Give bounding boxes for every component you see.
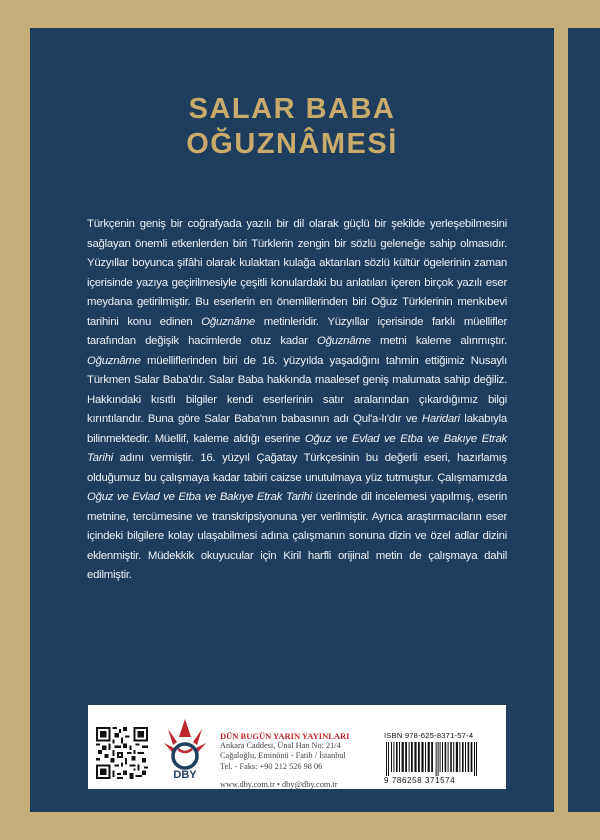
- barcode-bar: [440, 742, 441, 772]
- barcode-bar: [445, 742, 447, 772]
- barcode-bar: [453, 742, 454, 772]
- barcode-bar: [399, 742, 400, 772]
- barcode-bar: [393, 742, 394, 772]
- back-cover-panel: [30, 28, 554, 812]
- book-title: [30, 92, 554, 162]
- barcode-bar: [474, 742, 475, 776]
- barcode-bar: [459, 742, 460, 772]
- barcode-bar: [402, 742, 404, 772]
- barcode-bar: [456, 742, 458, 772]
- barcode-bar: [442, 742, 443, 772]
- isbn-block: [384, 731, 500, 785]
- blurb-text-run: adını vermiştir. 16. yüzyıl Çağatay Türkçesinin bu değerli eseri, hazırlamış olduğumuz bu çalışmaya kadar tabiri caizse unutulmaya yüz tutmuştur. Çalışmamızda: [87, 452, 507, 484]
- book-title-line2: OĞUZNÂMESİ: [186, 128, 398, 160]
- blurb-italic-term: Oğuz ve Evlad ve Etba ve Bakıye Etrak Tarihi: [87, 432, 507, 464]
- logo-text: DBY: [173, 769, 197, 781]
- barcode-bar: [438, 742, 439, 776]
- blurb-text-run: metinleridir. Yüzyıllar içerisinde farklı müellifler tarafından değişik hacimlerde otuz kadar: [87, 315, 507, 347]
- blurb-text-run: Türkçenin geniş bir coğrafyada yazılı bir dil olarak güçlü bir şekilde yerleşebilmesini sağlayan önemli etkenlerden biri Türklerin zengin bir sözlü geleneğe sahip olmasıdır. Yüzyıllar boyunca şifâhi olarak kulaktan kulağa aktarılan sözlü kültür ögelerinin zaman içerisinde yazıya geçirilmesiyle çeşitli konulardaki bu anlatıları içeren birçok yazılı eser meydana getirilmiştir. Bu eserlerin en önemlilerinden biri Oğuz Türklerinin menkıbevi tarihini konu edinen: [87, 218, 507, 328]
- blurb-text-run: lakabıyla bilinmektedir. Müellif, kaleme aldığı eserine: [87, 413, 507, 445]
- barcode-bar: [471, 742, 473, 772]
- blurb-italic-term: Oğuznâme: [316, 335, 371, 347]
- barcode-bar: [414, 742, 416, 772]
- barcode-bar: [391, 742, 392, 772]
- publisher-details: [220, 731, 370, 790]
- isbn-label: ISBN 978-625-8371-57-4: [384, 731, 474, 740]
- publisher-address-line2: Cağaloğlu, Eminönü - Fatih / İstanbul: [220, 751, 346, 761]
- book-title-line1: SALAR BABA: [188, 93, 396, 125]
- barcode-bar: [468, 742, 470, 772]
- publisher-web: www.dby.com.tr • dby@dby.com.tr: [220, 779, 338, 789]
- barcode-bar: [431, 742, 433, 772]
- blurb-text-run: üzerinde dil incelemesi yapılmış, eserin metnine, tercümesine ve transkripsiyonuna yer verilmiştir. Ayrıca araştırmacıların eser içindeki bilgilere kolay ulaşabilmesi adına çalışmanın sonuna dizin ve özel adlar dizini eklenmiştir. Müdekkik okuyucular için Kiril harfli orijinal metin de çalışmaya dahil edilmiştir.: [87, 491, 507, 581]
- publisher-info-box: [88, 705, 506, 789]
- dby-logo-icon: [160, 715, 210, 781]
- barcode-bar: [409, 742, 410, 772]
- qr-code-icon: [96, 727, 148, 779]
- blurb-text-run: metni kaleme alınmıştır.: [370, 335, 507, 347]
- publisher-name: DÜN BUGÜN YARIN YAYINLARI: [220, 731, 350, 741]
- blurb-italic-term: Oğuznâme: [201, 315, 256, 328]
- blurb-italic-term: Oğuz ve Evlad ve Etba ve Bakıye Etrak Tarihi: [87, 491, 312, 503]
- back-cover-blurb: [87, 215, 507, 586]
- barcode-bar: [476, 742, 477, 776]
- barcode-bar: [388, 742, 389, 776]
- blurb-text-run: müelliflerinden biri de 16. yüzyılda yaşadığını tahmin ettiğimiz Nusaylı Türkmen Salar Baba'dır. Salar Baba hakkında maalesef geniş malumata sahip değiliz. Hakkındaki kısıtlı bilgiler kendi eserlerinin satır aralarından çıkardığımız bilgi kırıntılarıdır. Buna göre Salar Baba'nın babasının adı Qul'a-lı'dır ve: [87, 354, 507, 425]
- blurb-italic-term: Oğuznâme: [87, 354, 141, 367]
- barcode-bar: [421, 742, 423, 772]
- barcode-number: 9 786258 371574: [384, 776, 456, 785]
- barcode-bar: [418, 742, 420, 772]
- barcode-bar: [462, 742, 464, 772]
- barcode-bar: [428, 742, 430, 772]
- blurb-italic-term: Haridari: [421, 413, 460, 425]
- barcode-bar: [465, 742, 466, 772]
- barcode-bar: [448, 742, 449, 772]
- barcode-bar: [411, 742, 413, 772]
- isbn-barcode-icon: [384, 742, 498, 776]
- adjacent-panel: [568, 28, 600, 812]
- barcode-bar: [396, 742, 398, 772]
- barcode-bar: [450, 742, 452, 772]
- barcode-bar: [436, 742, 437, 776]
- barcode-bar: [425, 742, 426, 772]
- publisher-address-line1: Ankara Caddesi, Ünal Han No: 21/4: [220, 741, 341, 751]
- barcode-bar: [405, 742, 407, 772]
- publisher-phone: Tel. - Faks: +90 212 526 98 06: [220, 761, 323, 771]
- barcode-bar: [386, 742, 387, 776]
